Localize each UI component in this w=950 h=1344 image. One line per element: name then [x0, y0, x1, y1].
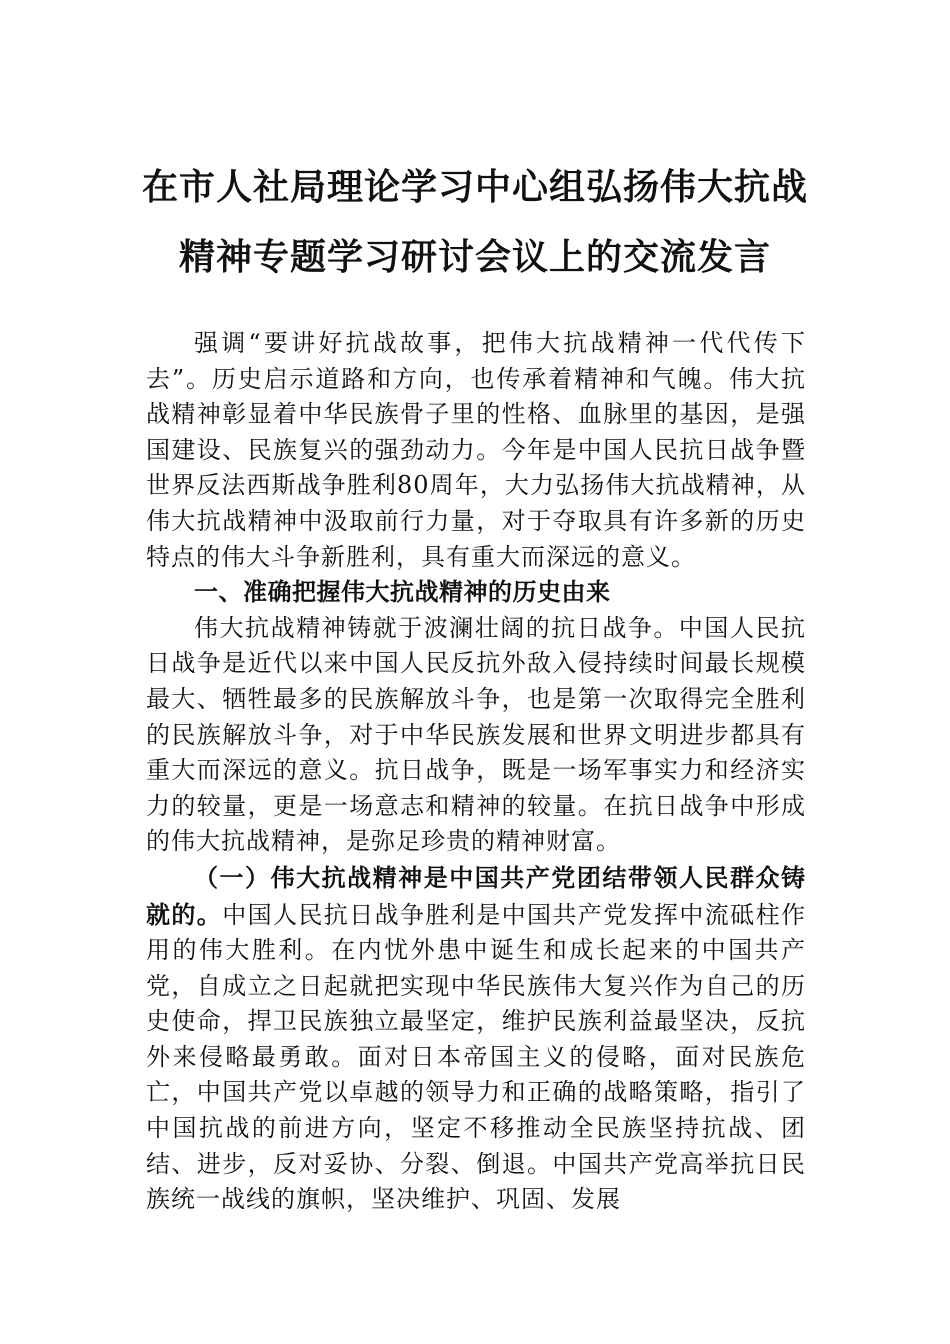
paragraph-intro: 强调“要讲好抗战故事，把伟大抗战精神一代代传下去”。历史启示道路和方向，也传承着精神和气魄。伟大抗战精神彰显着中华民族骨子里的性格、血脉里的基因，是强国建设、民族复兴的强劲动力。今年是中国人民抗日战争暨世界反法西斯战争胜利80周年，大力弘扬伟大抗战精神，从伟大抗战精神中汲取前行力量，对于夺取具有许多新的历史特点的伟大斗争新胜利，具有重大而深远的意义。	[146, 329, 806, 571]
subsection-heading-1: （一）伟大抗战精神是中国共产党团结带领人民群众铸就的。	[146, 862, 806, 929]
document-title-line1: 在市人社局理论学习中心组弘扬伟大抗战	[141, 166, 808, 208]
paragraph-section1: 伟大抗战精神铸就于波澜壮阔的抗日战争。中国人民抗日战争是近代以来中国人民反抗外敌入侵持续时间最长规模最大、牺牲最多的民族解放斗争，也是第一次取得完全胜利的民族解放斗争，对于中华民族发展和世界文明进步都具有重大而深远的意义。抗日战争，既是一场军事实力和经济实力的较量，更是一场意志和精神的较量。在抗日战争中形成的伟大抗战精神，是弥足珍贵的精神财富。	[146, 613, 806, 856]
section-heading-1: 一、准确把握伟大抗战精神的历史由来	[194, 578, 611, 607]
paragraph-subsection1	[146, 860, 806, 1218]
document-title-line2: 精神专题学习研讨会议上的交流发言	[178, 236, 771, 278]
paragraph-subsection1-text: 中国人民抗日战争胜利是中国共产党发挥中流砥柱作用的伟大胜利。在内忧外患中诞生和成长起来的中国共产党，自成立之日起就把实现中华民族伟大复兴作为自己的历史使命，捍卫民族独立最坚定，维护民族利益最坚决，反抗外来侵略最勇敢。面对日本帝国主义的侵略，面对民族危亡，中国共产党以卓越的领导力和正确的战略策略，指引了中国抗战的前进方向，坚定不移推动全民族坚持抗战、团结、进步，反对妥协、分裂、倒退。中国共产党高举抗日民族统一战线的旗帜，坚决维护、巩固、发展	[146, 900, 807, 1214]
document-body	[146, 326, 806, 1218]
